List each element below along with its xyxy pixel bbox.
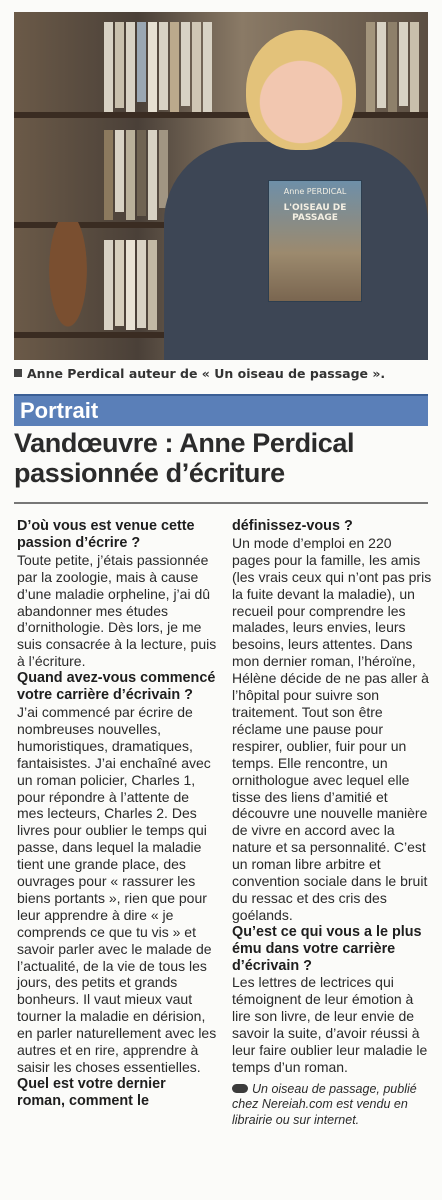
interview-answer: Toute petite, j’étais passionnée par la zoologie, mais à cause d’une maladie orpheline, j’ai dû abandonner mes études d’ornithologie. Dès lors, je me suis consacrée à la lecture, puis à l’écriture. [17, 551, 217, 670]
book-row [104, 240, 157, 330]
book-row [104, 22, 212, 112]
photo-caption [14, 366, 428, 381]
interview-question: D’où vous est venue cette passion d’écrire ? [17, 518, 195, 551]
book-row [104, 130, 168, 220]
article-column-right [232, 518, 432, 1128]
author-face [246, 30, 356, 150]
interview-question: Quand avez-vous commencé votre carrière d’écrivain ? [17, 670, 216, 704]
section-banner [14, 394, 428, 426]
book-cover [268, 180, 362, 302]
article-headline: Vandœuvre : Anne Perdical passionnée d’écriture [14, 428, 355, 488]
interview-answer: Les lettres de lectrices qui témoignent de leur émotion à lire son livre, de leur envie de savoir la suite, d’avoir réussi à leur faire oublier leur maladie le temps d’un roman. [232, 974, 428, 1075]
book-row [366, 22, 419, 112]
headline-divider [14, 502, 428, 504]
interview-answer: Un mode d’emploi en 220 pages pour la famille, les amis (les vrais ceux qui n’ont pas pris la fuite devant la maladie), un recueil pour comprendre les malades, leurs envies, leurs besoins, leurs attentes. Dans mon dernier roman, l’héroïne, Hélène décide de ne pas aller à l’hôpital pour suivre son traitement. Tout son être réclame une pause pour respirer, oublier, fuir pour un temps. Elle rencontre, un ornithologue avec lequel elle tisse des liens d’amitié et découvre une nouvelle manière de vivre en accord avec la nature et sa personnalité. C’est un roman libre arbitre et convention sociale dans le bruit du ressac et des cris des goélands. [232, 534, 432, 923]
section-label: Portrait [20, 398, 99, 423]
interview-question-continued: définissez-vous ? [232, 518, 353, 534]
wooden-bird-statue [44, 222, 92, 342]
author-photo [14, 12, 428, 360]
interview-answer: J’ai commencé par écrire de nombreuses nouvelles, humoristiques, dramatiques, fantaisistes. J’ai enchaîné avec un roman policier, Charles 1, pour répondre à l’attente de mes lecteurs, Charles 2. Des livres pour oublier le temps qui passe, dans lequel la maladie tient une grande place, des ouvrages pour « rassurer les biens portants », rien que pour leur apprendre à dire « je comprends ce que tu vis » et savoir parler avec le malade de l’actualité, de la vie de tous les jours, des petits et grands bonheurs. Il vaut mieux vaut tourner la maladie en dérision, en parler naturellement avec les autres et en rire, apprendre à saisir les choses essentielles. [17, 703, 217, 1075]
interview-question: Quel est votre dernier roman, comment le [17, 1075, 166, 1109]
caption-square-icon [14, 369, 22, 377]
bookshelf-shelf [14, 112, 428, 118]
book-info-box [232, 1082, 432, 1128]
book-cover-title: L'OISEAU DE PASSAGE [283, 203, 347, 223]
photo-caption-text: Anne Perdical auteur de « Un oiseau de passage ». [27, 366, 386, 381]
book-cover-author: Anne PERDICAL [283, 187, 347, 196]
article-column-left [17, 518, 217, 1110]
book-info-text: Un oiseau de passage, publié chez Nereiah.com est vendu en librairie ou sur internet. [232, 1081, 417, 1127]
info-bullet-icon [232, 1084, 248, 1093]
interview-question: Qu’est ce qui vous a le plus ému dans votre carrière d’écrivain ? [232, 923, 422, 974]
